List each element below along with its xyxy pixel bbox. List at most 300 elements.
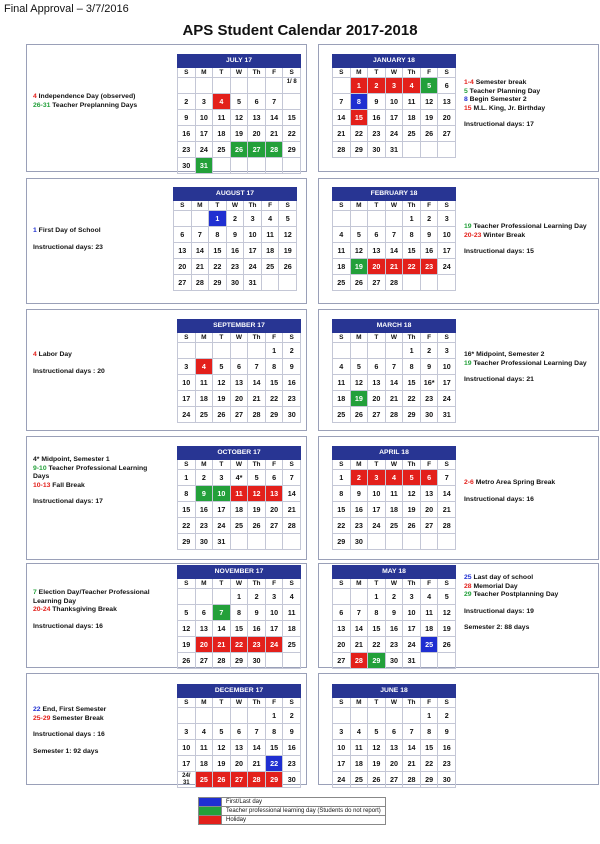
weekday-header: S <box>333 460 351 470</box>
day-cell: 11 <box>386 486 404 502</box>
day-cell: 30 <box>368 142 386 158</box>
note-line <box>33 589 173 598</box>
note-line <box>33 360 173 368</box>
day-cell: 9 <box>248 605 266 621</box>
day-cell: 29 <box>209 275 227 291</box>
day-cell: 7 <box>438 470 456 486</box>
legend-row-professional <box>199 807 385 816</box>
day-cell <box>178 78 196 94</box>
day-cell <box>196 78 214 94</box>
day-cell: 20 <box>333 637 351 653</box>
weekday-header: F <box>266 460 284 470</box>
day-cell: 14 <box>386 375 404 391</box>
day-cell: 24 <box>386 126 404 142</box>
day-cell <box>196 708 214 724</box>
day-cell <box>421 653 439 669</box>
day-cell <box>262 275 280 291</box>
day-cell <box>283 158 301 174</box>
note-text: Thanksgiving Break <box>50 606 117 614</box>
day-cell: 29 <box>266 772 284 788</box>
day-cell: 22 <box>209 259 227 275</box>
legend-row-first-last <box>199 798 385 807</box>
day-cell: 17 <box>333 756 351 772</box>
note-date: 7 <box>33 589 37 596</box>
day-cell: 22 <box>403 259 421 275</box>
day-cell: 9 <box>421 227 439 243</box>
note-line <box>33 706 173 715</box>
note-date: 28 <box>464 582 472 590</box>
day-cell: 15 <box>333 502 351 518</box>
day-cell: 1 <box>403 343 421 359</box>
day-cell: 7 <box>386 227 404 243</box>
note-text: End, First Semester <box>40 706 107 713</box>
day-cell: 21 <box>386 259 404 275</box>
day-cell: 3 <box>403 589 421 605</box>
day-cell: 10 <box>213 486 231 502</box>
day-cell: 27 <box>421 518 439 534</box>
day-cell: 11 <box>231 486 249 502</box>
day-cell: 13 <box>386 740 404 756</box>
day-cell: 12 <box>421 94 439 110</box>
month-calendar <box>332 446 456 550</box>
note-text: Instructional days: 17 <box>464 121 534 129</box>
note-date: 15 <box>464 104 472 112</box>
weekday-header: M <box>351 201 369 211</box>
weekday-header: Th <box>248 460 266 470</box>
day-cell: 23 <box>283 756 301 772</box>
day-cell: 22 <box>231 637 249 653</box>
day-cell <box>231 158 249 174</box>
day-cell: 3 <box>386 78 404 94</box>
day-cell: 15 <box>209 243 227 259</box>
day-cell: 1 <box>266 343 284 359</box>
day-cell: 11 <box>213 110 231 126</box>
month-calendar <box>177 54 301 174</box>
weekday-header: S <box>279 201 297 211</box>
day-cell: 1 <box>368 589 386 605</box>
day-cell: 27 <box>368 275 386 291</box>
day-cell: 23 <box>368 126 386 142</box>
day-cell: 6 <box>421 470 439 486</box>
note-text: Semester Break <box>50 714 104 722</box>
day-cell: 24 <box>213 518 231 534</box>
day-cell: 17 <box>438 243 456 259</box>
day-cell: 19 <box>438 621 456 637</box>
day-cell: 17 <box>438 375 456 391</box>
day-cell <box>403 708 421 724</box>
day-cell: 3 <box>196 94 214 110</box>
day-cell: 10 <box>438 359 456 375</box>
month-notes <box>33 227 173 252</box>
day-cell: 28 <box>213 653 231 669</box>
day-cell: 6 <box>248 94 266 110</box>
day-cell: 7 <box>213 605 231 621</box>
day-grid <box>177 579 301 669</box>
day-cell: 29 <box>351 142 369 158</box>
day-cell: 20 <box>196 637 214 653</box>
day-cell: 24 <box>178 407 196 423</box>
day-cell: 11 <box>196 740 214 756</box>
day-cell: 3 <box>244 211 262 227</box>
legend-row-holiday <box>199 816 385 824</box>
day-cell <box>178 589 196 605</box>
day-cell: 18 <box>386 502 404 518</box>
day-cell: 27 <box>266 518 284 534</box>
day-cell: 17 <box>403 621 421 637</box>
day-cell: 13 <box>231 375 249 391</box>
day-cell <box>386 708 404 724</box>
day-cell: 4 <box>421 589 439 605</box>
weekday-header: S <box>438 698 456 708</box>
note-date: 20-23 <box>464 231 482 239</box>
day-cell: 2 <box>248 589 266 605</box>
day-cell: 3 <box>178 724 196 740</box>
day-cell: 4* <box>231 470 249 486</box>
weekday-header: W <box>231 333 249 343</box>
day-cell <box>421 534 439 550</box>
note-line <box>464 96 598 105</box>
day-cell: 24 <box>368 518 386 534</box>
day-cell: 1 <box>178 470 196 486</box>
weekday-header: S <box>333 698 351 708</box>
day-cell: 24 <box>196 142 214 158</box>
day-cell: 22 <box>368 637 386 653</box>
day-cell: 10 <box>386 94 404 110</box>
day-cell: 28 <box>333 142 351 158</box>
weekday-header: S <box>438 579 456 589</box>
day-cell: 6 <box>231 359 249 375</box>
day-cell: 29 <box>368 653 386 669</box>
day-cell: 19 <box>248 502 266 518</box>
day-cell: 24 <box>244 259 262 275</box>
day-grid <box>177 333 301 423</box>
day-cell: 1 <box>351 78 369 94</box>
weekday-header: W <box>386 460 404 470</box>
weekday-header: S <box>438 201 456 211</box>
note-line <box>33 473 173 482</box>
day-cell <box>438 653 456 669</box>
note-line <box>464 376 598 385</box>
note-text: Labor Day <box>36 351 72 358</box>
weekday-header: W <box>227 201 245 211</box>
weekday-header: Th <box>248 68 266 78</box>
weekday-header: S <box>178 68 196 78</box>
day-cell: 16* <box>421 375 439 391</box>
day-cell: 24 <box>438 391 456 407</box>
weekday-header: M <box>351 333 369 343</box>
day-cell: 3 <box>213 470 231 486</box>
day-cell: 15 <box>283 110 301 126</box>
day-cell: 21 <box>351 637 369 653</box>
day-cell <box>438 142 456 158</box>
day-cell: 17 <box>244 243 262 259</box>
day-cell: 25 <box>351 772 369 788</box>
weekday-header: S <box>178 698 196 708</box>
day-cell: 23 <box>283 391 301 407</box>
month-panel-may-18 <box>318 563 599 668</box>
day-cell: 8 <box>209 227 227 243</box>
day-cell: 30 <box>386 653 404 669</box>
day-cell: 5 <box>279 211 297 227</box>
day-cell: 18 <box>421 621 439 637</box>
day-cell: 12 <box>213 740 231 756</box>
weekday-header: F <box>266 333 284 343</box>
note-date: 5 <box>464 87 468 95</box>
day-cell: 20 <box>174 259 192 275</box>
month-notes <box>464 351 598 385</box>
day-cell: 5 <box>248 470 266 486</box>
day-cell: 14 <box>403 740 421 756</box>
day-cell: 15 <box>231 621 249 637</box>
note-line <box>33 731 173 740</box>
day-cell: 14 <box>333 110 351 126</box>
weekday-header: S <box>178 460 196 470</box>
day-cell: 13 <box>438 94 456 110</box>
day-cell: 12 <box>178 621 196 637</box>
note-text: Last day of school <box>471 574 534 581</box>
day-cell: 5 <box>178 605 196 621</box>
note-text: Memorial Day <box>471 582 518 590</box>
note-text: Instructional days : 16 <box>33 731 105 739</box>
month-calendar <box>177 319 301 423</box>
day-cell: 26 <box>351 275 369 291</box>
day-cell: 8 <box>266 724 284 740</box>
day-cell: 12 <box>351 243 369 259</box>
note-line <box>33 715 173 724</box>
weekday-header: W <box>231 460 249 470</box>
day-cell: 25 <box>283 637 301 653</box>
day-cell: 7 <box>351 605 369 621</box>
note-line <box>33 490 173 498</box>
note-line <box>33 615 173 623</box>
day-cell: 4 <box>213 94 231 110</box>
day-cell: 12 <box>351 375 369 391</box>
note-date: 10-13 <box>33 481 51 489</box>
day-cell: 23 <box>386 637 404 653</box>
day-cell: 14 <box>266 110 284 126</box>
weekday-header: F <box>421 579 439 589</box>
day-cell: 26 <box>178 653 196 669</box>
day-cell: 5 <box>403 470 421 486</box>
day-cell <box>248 158 266 174</box>
day-cell <box>231 708 249 724</box>
month-notes <box>33 93 173 110</box>
month-title: DECEMBER 17 <box>177 684 301 698</box>
day-cell <box>248 708 266 724</box>
note-text: Instructional days: 19 <box>464 607 534 615</box>
day-cell: 22 <box>403 391 421 407</box>
day-cell <box>333 78 351 94</box>
day-cell: 29 <box>266 407 284 423</box>
day-cell: 25 <box>386 518 404 534</box>
weekday-header: S <box>178 579 196 589</box>
day-cell <box>266 158 284 174</box>
day-cell: 2 <box>421 343 439 359</box>
day-cell <box>333 343 351 359</box>
day-cell <box>178 343 196 359</box>
month-calendar <box>332 684 456 788</box>
day-cell <box>403 142 421 158</box>
day-cell: 8 <box>368 605 386 621</box>
day-cell: 5 <box>421 78 439 94</box>
weekday-header: M <box>196 698 214 708</box>
day-grid <box>332 698 456 788</box>
month-calendar <box>173 187 297 291</box>
day-cell: 7 <box>386 359 404 375</box>
day-cell: 18 <box>213 126 231 142</box>
day-cell <box>438 534 456 550</box>
note-text: First Day of School <box>36 227 101 234</box>
note-line <box>33 244 173 253</box>
day-cell: 4 <box>403 78 421 94</box>
day-cell: 2 <box>283 708 301 724</box>
day-cell: 14 <box>283 486 301 502</box>
day-cell: 13 <box>368 243 386 259</box>
day-cell: 28 <box>192 275 210 291</box>
day-cell: 22 <box>178 518 196 534</box>
weekday-header: M <box>351 460 369 470</box>
month-title: OCTOBER 17 <box>177 446 301 460</box>
day-cell: 7 <box>266 94 284 110</box>
day-cell <box>351 708 369 724</box>
day-cell: 16 <box>368 110 386 126</box>
day-cell: 27 <box>196 653 214 669</box>
weekday-header: M <box>192 201 210 211</box>
weekday-header: F <box>266 698 284 708</box>
month-title: FEBRUARY 18 <box>332 187 456 201</box>
weekday-header: S <box>283 460 301 470</box>
month-panel-october-17 <box>26 436 307 560</box>
note-line <box>33 482 173 491</box>
day-cell: 15 <box>266 375 284 391</box>
day-cell: 7 <box>248 359 266 375</box>
day-cell <box>213 589 231 605</box>
day-cell: 9 <box>283 724 301 740</box>
legend-label: First/Last day <box>226 799 263 805</box>
weekday-header: S <box>438 460 456 470</box>
day-cell: 10 <box>196 110 214 126</box>
month-title: NOVEMBER 17 <box>177 565 301 579</box>
weekday-header: T <box>368 460 386 470</box>
day-cell <box>213 78 231 94</box>
day-cell: 9 <box>438 724 456 740</box>
day-cell: 22 <box>266 756 284 772</box>
month-panel-july-17 <box>26 44 307 172</box>
day-cell: 17 <box>386 110 404 126</box>
day-cell: 16 <box>438 740 456 756</box>
weekday-header: Th <box>403 698 421 708</box>
weekday-header: S <box>174 201 192 211</box>
month-title: JUNE 18 <box>332 684 456 698</box>
day-cell <box>351 343 369 359</box>
note-line <box>464 248 598 257</box>
note-date: 22 <box>33 706 41 713</box>
weekday-header: Th <box>248 333 266 343</box>
day-cell: 29 <box>333 534 351 550</box>
note-text: Semester 1: 92 days <box>33 747 99 755</box>
day-cell: 21 <box>438 502 456 518</box>
day-cell: 31 <box>196 158 214 174</box>
day-cell: 2 <box>227 211 245 227</box>
day-cell: 25 <box>333 407 351 423</box>
day-cell <box>231 78 249 94</box>
day-cell: 26 <box>279 259 297 275</box>
day-cell: 12 <box>248 486 266 502</box>
day-cell: 10 <box>244 227 262 243</box>
day-grid <box>177 460 301 550</box>
day-cell <box>333 589 351 605</box>
day-cell <box>266 653 284 669</box>
day-cell: 21 <box>213 637 231 653</box>
note-text: Learning Day <box>33 597 77 605</box>
day-cell: 30 <box>248 653 266 669</box>
weekday-header: T <box>368 579 386 589</box>
day-cell <box>196 589 214 605</box>
day-cell: 9 <box>178 110 196 126</box>
day-cell: 11 <box>333 243 351 259</box>
day-cell: 24/ 31 <box>178 772 196 788</box>
weekday-header: Th <box>403 460 421 470</box>
note-line <box>464 223 598 232</box>
day-cell: 5 <box>213 724 231 740</box>
month-panel-june-18 <box>318 673 599 785</box>
day-cell: 24 <box>333 772 351 788</box>
month-panel-november-17 <box>26 563 307 668</box>
day-grid <box>177 68 301 174</box>
day-cell: 11 <box>262 227 280 243</box>
day-cell: 25 <box>196 407 214 423</box>
note-text: Instructional days : 20 <box>33 367 105 375</box>
weekday-header: M <box>351 68 369 78</box>
day-cell: 28 <box>386 407 404 423</box>
day-cell <box>368 211 386 227</box>
day-cell: 3 <box>266 589 284 605</box>
day-cell: 2 <box>421 211 439 227</box>
note-line <box>33 236 173 244</box>
day-cell: 23 <box>227 259 245 275</box>
day-cell <box>283 534 301 550</box>
day-cell: 13 <box>333 621 351 637</box>
note-line <box>33 498 173 507</box>
day-cell: 15 <box>351 110 369 126</box>
day-grid <box>173 201 297 291</box>
day-cell: 8 <box>266 359 284 375</box>
day-cell: 28 <box>438 518 456 534</box>
day-cell: 6 <box>438 78 456 94</box>
day-cell: 17 <box>368 502 386 518</box>
day-cell: 6 <box>368 359 386 375</box>
day-cell: 30 <box>351 534 369 550</box>
weekday-header: T <box>213 333 231 343</box>
note-line <box>464 608 598 617</box>
note-date: 19 <box>464 223 472 230</box>
weekday-header: Th <box>403 68 421 78</box>
day-cell: 10 <box>178 375 196 391</box>
day-cell: 15 <box>403 243 421 259</box>
weekday-header: S <box>178 333 196 343</box>
day-cell <box>266 78 284 94</box>
day-cell: 3 <box>178 359 196 375</box>
day-cell: 20 <box>266 502 284 518</box>
day-cell: 19 <box>213 391 231 407</box>
note-line <box>33 368 173 377</box>
note-line <box>464 240 598 248</box>
day-cell: 14 <box>213 621 231 637</box>
day-cell: 15 <box>178 502 196 518</box>
day-cell: 19 <box>213 756 231 772</box>
note-line <box>464 488 598 496</box>
day-cell: 15 <box>421 740 439 756</box>
